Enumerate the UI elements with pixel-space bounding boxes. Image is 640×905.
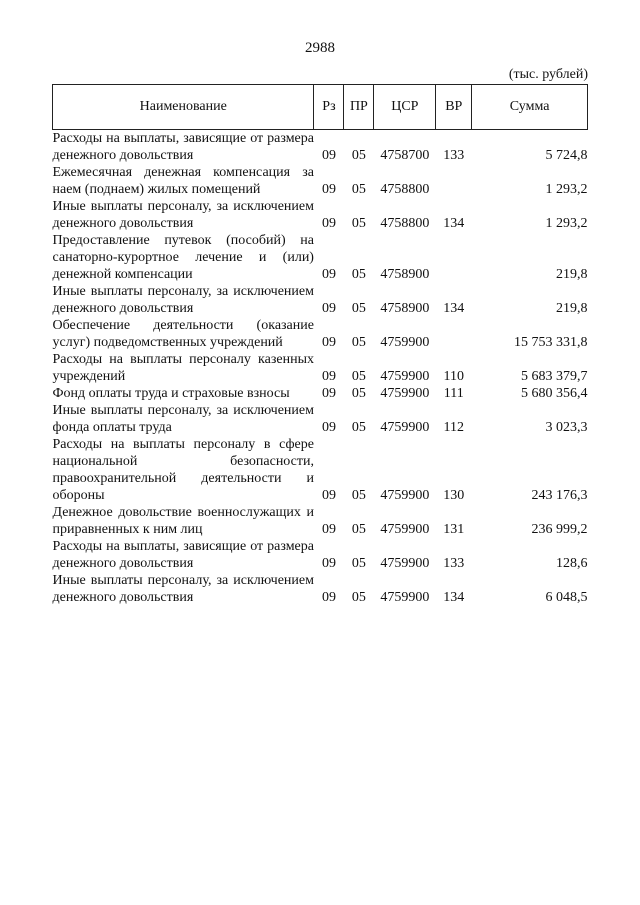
row-sum: 219,8 (556, 267, 588, 282)
header-rz: Рз (314, 85, 344, 130)
header-name: Наименование (53, 85, 314, 130)
row-vr (436, 164, 472, 198)
table-row (53, 198, 588, 232)
table-row (53, 232, 588, 283)
row-pr: 05 (351, 590, 366, 605)
row-rz: 09 (321, 182, 336, 197)
row-csr: 4759900 (380, 369, 430, 384)
table-row (53, 164, 588, 198)
row-name: Расходы на выплаты, зависящие от размера денежного довольствия (52, 131, 314, 163)
row-vr: 133 (443, 148, 465, 163)
row-vr (436, 317, 472, 351)
row-rz: 09 (321, 148, 336, 163)
row-sum: 15 753 331,8 (514, 335, 588, 350)
table-row (53, 572, 588, 606)
row-pr: 05 (351, 488, 366, 503)
row-name: Иные выплаты персоналу, за исключением денежного довольствия (52, 284, 314, 316)
table-row (53, 317, 588, 351)
row-name: Иные выплаты персоналу, за исключением денежного довольствия (52, 199, 314, 231)
header-sum: Сумма (472, 85, 588, 130)
row-rz: 09 (321, 335, 336, 350)
row-rz: 09 (321, 522, 336, 537)
page-number: 2988 (305, 40, 335, 56)
row-rz: 09 (321, 369, 336, 384)
row-csr: 4759900 (380, 335, 430, 350)
row-name: Расходы на выплаты, зависящие от размера денежного довольствия (52, 539, 314, 571)
row-sum: 236 999,2 (531, 522, 588, 537)
row-csr: 4758800 (380, 182, 430, 197)
row-pr: 05 (351, 148, 366, 163)
table-row (53, 130, 588, 165)
row-name: Ежемесячная денежная компенсация за наем (поднаем) жилых помещений (52, 165, 314, 197)
row-vr: 134 (443, 216, 465, 231)
row-rz: 09 (321, 590, 336, 605)
row-csr: 4759900 (380, 386, 430, 401)
row-rz: 09 (321, 386, 336, 401)
table-row (53, 385, 588, 402)
row-name: Денежное довольствие военнослужащих и приравненных к ним лиц (52, 505, 314, 537)
row-sum: 5 724,8 (545, 148, 588, 163)
row-pr: 05 (351, 335, 366, 350)
row-vr (436, 232, 472, 283)
row-rz: 09 (321, 556, 336, 571)
row-name: Предоставление путевок (пособий) на санаторно-курортное лечение и (или) денежной компенсации (52, 233, 314, 282)
row-sum: 5 680 356,4 (521, 386, 588, 401)
table-row (53, 402, 588, 436)
row-vr: 112 (443, 420, 465, 435)
row-csr: 4759900 (380, 488, 430, 503)
row-vr: 133 (443, 556, 465, 571)
row-csr: 4758900 (380, 267, 430, 282)
row-csr: 4759900 (380, 556, 430, 571)
row-vr: 131 (443, 522, 465, 537)
row-rz: 09 (321, 301, 336, 316)
table-header-row (53, 85, 588, 130)
row-vr: 134 (443, 301, 465, 316)
row-name: Иные выплаты персоналу, за исключением фонда оплаты труда (52, 403, 314, 435)
row-sum: 243 176,3 (531, 488, 588, 503)
row-pr: 05 (351, 267, 366, 282)
units-label: (тыс. рублей) (508, 67, 588, 82)
header-csr: ЦСР (374, 85, 436, 130)
row-sum: 1 293,2 (545, 182, 588, 197)
header-vr: ВР (436, 85, 472, 130)
row-vr: 130 (443, 488, 465, 503)
row-name: Фонд оплаты труда и страховые взносы (52, 386, 290, 401)
row-vr: 110 (443, 369, 465, 384)
table-row (53, 283, 588, 317)
row-rz: 09 (321, 488, 336, 503)
row-sum: 219,8 (556, 301, 588, 316)
row-sum: 128,6 (556, 556, 588, 571)
row-csr: 4759900 (380, 590, 430, 605)
row-sum: 6 048,5 (545, 590, 588, 605)
row-name: Иные выплаты персоналу, за исключением денежного довольствия (52, 573, 314, 605)
budget-table (52, 84, 588, 606)
table-row (53, 504, 588, 538)
table-row (53, 436, 588, 504)
row-csr: 4758700 (380, 148, 430, 163)
row-name: Обеспечение деятельности (оказание услуг) подведомственных учреждений (52, 318, 314, 350)
row-sum: 5 683 379,7 (521, 369, 588, 384)
header-pr: ПР (344, 85, 374, 130)
row-csr: 4759900 (380, 522, 430, 537)
row-rz: 09 (321, 216, 336, 231)
row-name: Расходы на выплаты персоналу в сфере национальной безопасности, правоохранительной деятельности и обороны (52, 437, 314, 503)
row-csr: 4758900 (380, 301, 430, 316)
row-csr: 4758800 (380, 216, 430, 231)
row-rz: 09 (321, 267, 336, 282)
table-row (53, 538, 588, 572)
row-pr: 05 (351, 386, 366, 401)
row-sum: 3 023,3 (545, 420, 588, 435)
row-sum: 1 293,2 (545, 216, 588, 231)
row-csr: 4759900 (380, 420, 430, 435)
table-row (53, 351, 588, 385)
row-pr: 05 (351, 556, 366, 571)
row-vr: 111 (443, 386, 464, 401)
row-pr: 05 (351, 369, 366, 384)
row-pr: 05 (351, 522, 366, 537)
row-vr: 134 (443, 590, 465, 605)
row-pr: 05 (351, 216, 366, 231)
row-rz: 09 (321, 420, 336, 435)
row-pr: 05 (351, 182, 366, 197)
row-name: Расходы на выплаты персоналу казенных учреждений (52, 352, 314, 384)
row-pr: 05 (351, 420, 366, 435)
row-pr: 05 (351, 301, 366, 316)
